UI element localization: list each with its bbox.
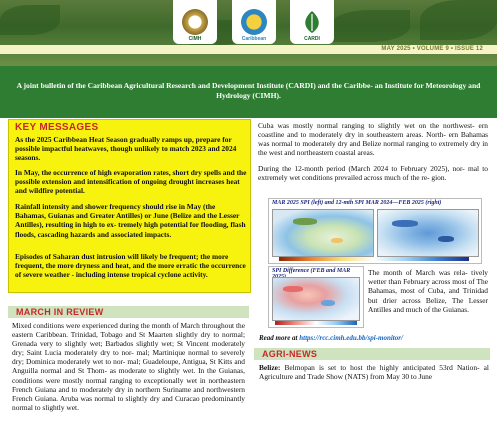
agri-news-header (254, 348, 490, 360)
caribbean-logo-text: Caribbean (241, 36, 267, 42)
read-more-label: Read more at (259, 334, 300, 342)
key-messages-title: KEY MESSAGES (15, 122, 99, 133)
cardi-logo-text: CARDI (304, 36, 320, 42)
spi-legend-bar (279, 257, 469, 261)
banner-leaf-shape (0, 5, 60, 35)
agri-news-text (259, 363, 489, 381)
caribbean-logo (232, 0, 276, 44)
march-review-text: Mixed conditions were experienced during the month of March throughout the eastern Caribbean. Trinidad, Tobago and St Maarten slightly dry to normal; Grenada very to slightly wet; Barbados slightly wet; St Vincent moderately dry; Saint Lucia moderately dry to nor- mal; Martinique normal to severely dry; Dominica moderately wet to nor- mal; Guadeloupe, Antigua, St Kitts and Anguilla normal and St Thom- as moderate to slightly wet. In the Guianas, conditions were mostly normal ranging to exceptionally wet in northeastern French Guiana and to moderately dry in northern Suriname and northwestern French Guiana. Aruba was normal to slightly dry and Curacao predominantly normal to slightly wet. (12, 321, 245, 412)
spi-difference-figure (268, 266, 364, 328)
spi-12-month-map (377, 209, 479, 257)
agri-news-lead: Belize: (259, 363, 281, 372)
key-message-item: In May, the occurrence of high evaporation rates, short dry spells and the possible extension and intensification of ongoing drought increases heat and wildfire potential. (15, 168, 247, 196)
tagline: A joint bulletin of the Caribbean Agricultural Research and Development Institute (CARDI) and the Caribbe- an Institute for Meteorology and Hydrology (CIMH). (16, 81, 481, 100)
march-review-title: MARCH IN REVIEW (16, 307, 104, 317)
agri-news-title: AGRI-NEWS (262, 349, 318, 359)
cuba-paragraph: Cuba was mostly normal ranging to slightly wet on the northwest- ern coastline and to moderately dry in southeastern areas. North- ern Bahamas was normal to moderately dry and Belize normal ranging to extremely dry in the west and northeastern coastal areas. (258, 121, 488, 158)
banner-leaf-shape (420, 0, 497, 40)
spi-monitor-link[interactable]: https://rcc.cimh.edu.bb/spi-monitor/ (299, 334, 403, 342)
spi-difference-title: SPI Difference (FEB and MAR (272, 268, 351, 274)
agri-news-body: Belmopan is set to host the highly anticipated 53rd Nation- al Agriculture and Trade Show (NATS) from May 30 to June (259, 363, 489, 382)
key-message-item: Episodes of Saharan dust intrusion will likely be frequent; the more frequent, the more dryness and heat, and the more erratic the occurrence of severe weather - including intense tropical cyclone activity. (15, 252, 246, 280)
caribbean-sun-icon (239, 7, 269, 37)
cimh-emblem-icon (180, 7, 210, 37)
issue-line: MAY 2025 • VOLUME 9 • ISSUE 12 (381, 46, 483, 52)
spi-map-title: MAR 2025 SPI (left) and 12-mth SPI MAR 2024—FEB 2025 (right) (272, 200, 442, 206)
key-message-item: Rainfall intensity and shower frequency should rise in May (the Bahamas, Guianas and Greater Antilles) or June (Belize and the Lesser Antilles), resulting in high to ex- tremely high potential for flooding, flash floods, cascading hazards and associated impacts. (15, 202, 246, 239)
read-more-line (259, 334, 489, 343)
spi-map-figure (268, 198, 482, 264)
tagline-bar (0, 66, 497, 118)
cimh-logo (173, 0, 217, 44)
key-message-item: As the 2025 Caribbean Heat Season gradually ramps up, prepare for possible impactful heatwaves, though unlikely to match 2023 and 2024 seasons. (15, 135, 237, 163)
spi-march-map (272, 209, 374, 257)
twelve-month-paragraph: During the 12-month period (March 2024 to February 2025), nor- mal to extremely wet conditions prevailed across much of the re- gion. (258, 164, 488, 183)
spi-difference-map (272, 277, 360, 321)
cimh-logo-text: CIMH (188, 36, 202, 42)
cardi-leaf-icon (299, 9, 325, 35)
key-messages-box (8, 119, 251, 293)
march-review-header (8, 306, 249, 318)
spi-difference-caption: The month of March was rela- tively wetter than February across most of The Bahamas, most of Cuba, and Trinidad but drier across Belize, The Lesser Antilles and much of the Guianas. (368, 268, 488, 314)
banner-leaf-shape (330, 10, 410, 42)
cardi-logo (290, 0, 334, 44)
spi-difference-legend (275, 321, 357, 325)
